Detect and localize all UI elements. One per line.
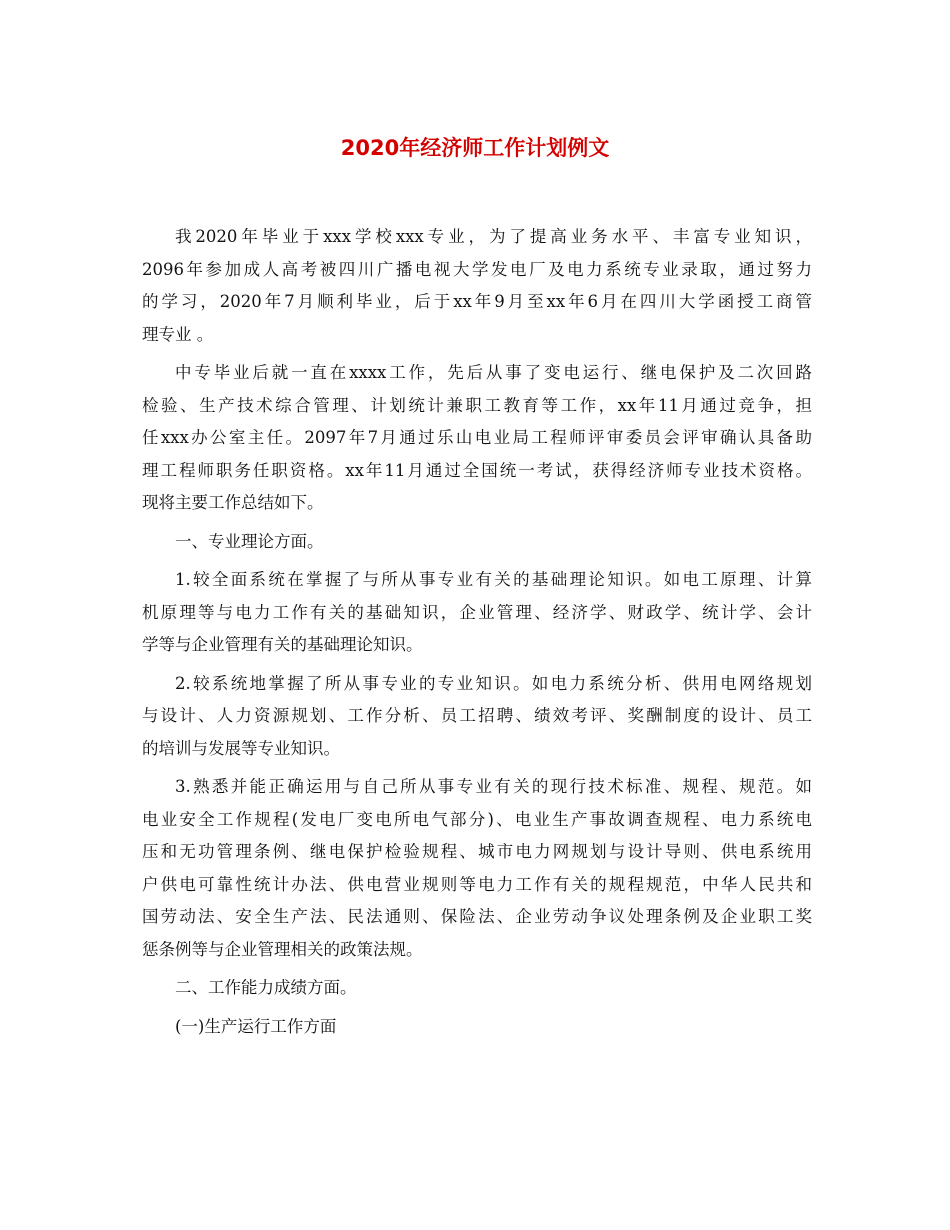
subsection-heading bbox=[142, 1011, 812, 1044]
text-line: 2096年参加成人高考被四川广播电视大学发电厂及电力系统专业录取，通过努力 bbox=[142, 259, 812, 279]
text-line: 一、专业理论方面。 bbox=[175, 531, 324, 551]
text-line: 的培训与发展等专业知识。 bbox=[142, 738, 340, 758]
text-line: 理工程师职务任职资格。xx年11月通过全国统一考试，获得经济师专业技术资格。 bbox=[142, 460, 812, 480]
paragraph bbox=[142, 221, 812, 351]
text-line: 二、工作能力成绩方面。 bbox=[175, 978, 357, 997]
text-line: 3.熟悉并能正确运用与自己所从事专业有关的现行技术标准、规程、规范。如 bbox=[175, 777, 812, 796]
section-heading bbox=[142, 972, 812, 1005]
text-line: 惩条例等与企业管理相关的政策法规。 bbox=[142, 939, 423, 959]
section-heading bbox=[142, 526, 812, 559]
page-title: 2020年经济师工作计划例文 bbox=[340, 136, 610, 160]
text-line: 户供电可靠性统计办法、供电营业规则等电力工作有关的规程规范，中华人民共和 bbox=[142, 874, 812, 894]
text-line: 机原理等与电力工作有关的基础知识，企业管理、经济学、财政学、统计学、会计 bbox=[142, 602, 812, 622]
text-line: 我2020年毕业于xxx学校xxx专业，为了提高业务水平、丰富专业知识， bbox=[175, 227, 812, 246]
text-line: 中专毕业后就一直在xxxx工作，先后从事了变电运行、继电保护及二次回路 bbox=[175, 363, 812, 382]
text-line: 与设计、人力资源规划、工作分析、员工招聘、绩效考评、奖酬制度的设计、员工 bbox=[142, 706, 812, 725]
paragraph bbox=[142, 564, 812, 662]
text-line: 国劳动法、安全生产法、民法通则、保险法、企业劳动争议处理条例及企业职工奖 bbox=[142, 907, 812, 926]
text-line: (一)生产运行工作方面 bbox=[175, 1016, 337, 1036]
text-line: 现将主要工作总结如下。 bbox=[142, 493, 324, 512]
paragraph bbox=[142, 668, 812, 766]
text-line: 的学习，2020年7月顺利毕业，后于xx年9月至xx年6月在四川大学函授工商管 bbox=[142, 292, 812, 311]
text-line: 学等与企业管理有关的基础理论知识。 bbox=[142, 635, 423, 654]
document-body bbox=[142, 221, 812, 1043]
text-line: 2.较系统地掌握了所从事专业的专业知识。如电力系统分析、供用电网络规划 bbox=[175, 673, 812, 693]
text-line: 任xxx办公室主任。2097年7月通过乐山电业局工程师评审委员会评审确认具备助 bbox=[142, 428, 812, 447]
text-line: 压和无功管理条例、继电保护检验规程、城市电力网规划与设计导则、供电系统用 bbox=[142, 842, 812, 861]
paragraph bbox=[142, 357, 812, 520]
text-line: 1.较全面系统在掌握了与所从事专业有关的基础理论知识。如电工原理、计算 bbox=[175, 570, 812, 589]
text-line: 电业安全工作规程(发电厂变电所电气部分)、电业生产事故调查规程、电力系统电 bbox=[142, 809, 812, 829]
text-line: 理专业 。 bbox=[142, 324, 214, 344]
paragraph bbox=[142, 771, 812, 966]
text-line: 检验、生产技术综合管理、计划统计兼职工教育等工作，xx年11月通过竞争，担 bbox=[142, 395, 812, 415]
